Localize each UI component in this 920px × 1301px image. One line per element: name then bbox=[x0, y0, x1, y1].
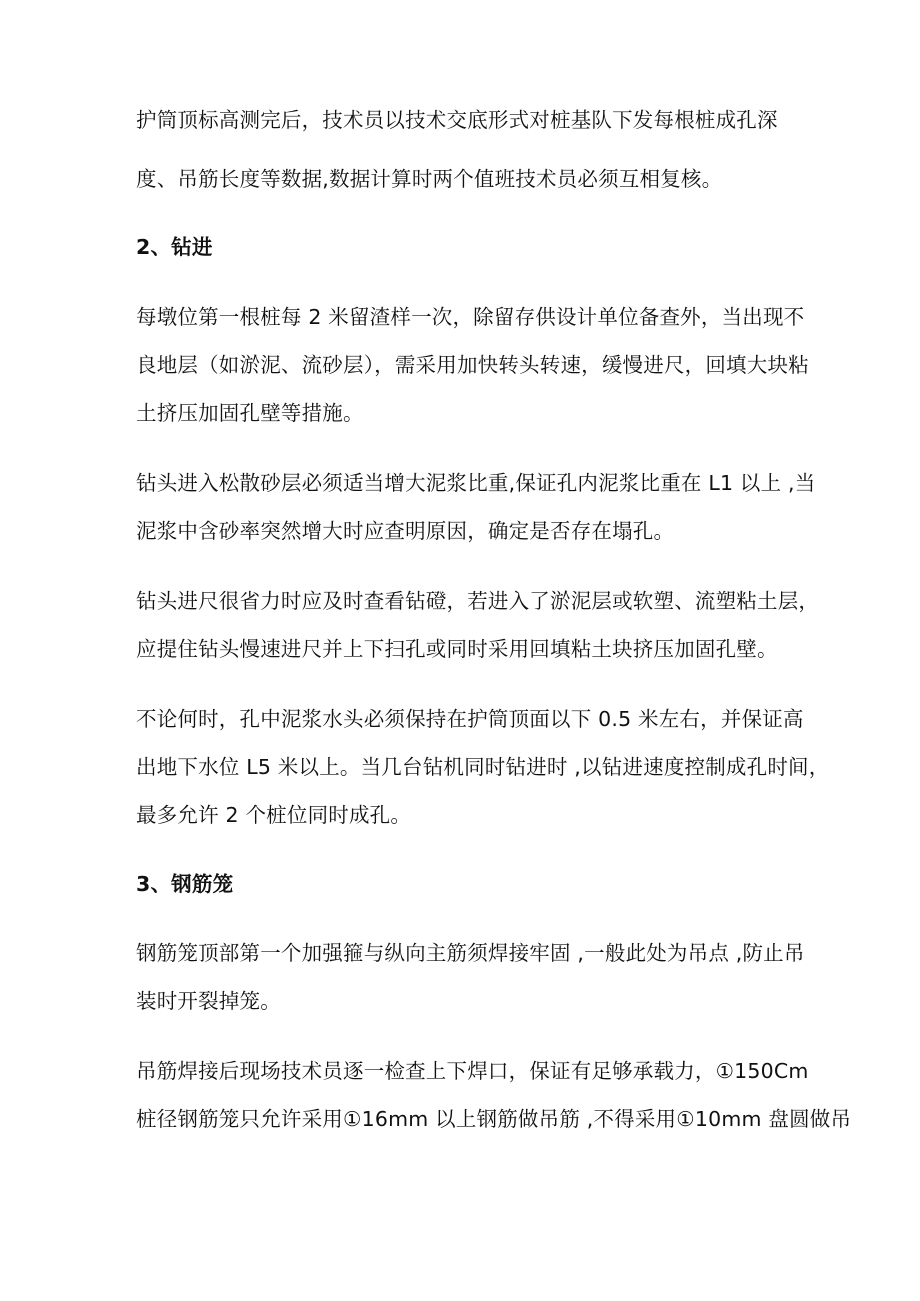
s2-p2-line-1: 钻头进入松散砂层必须适当增大泥浆比重,保证孔内泥浆比重在 L1 以上 ,当 bbox=[136, 471, 816, 495]
section-2-heading: 2、钻进 bbox=[136, 235, 213, 259]
section-3-heading: 3、钢筋笼 bbox=[136, 872, 234, 896]
s3-p1-line-2: 装时开裂掉笼。 bbox=[136, 989, 281, 1013]
s2-p1-line-3: 土挤压加固孔壁等措施。 bbox=[136, 401, 364, 425]
intro-line-1: 护筒顶标高测完后，技术员以技术交底形式对桩基队下发每根桩成孔深 bbox=[136, 108, 778, 132]
s2-p1-line-1: 每墩位第一根桩每 2 米留渣样一次，除留存供设计单位备查外，当出现不 bbox=[136, 305, 805, 329]
s2-p2-line-2: 泥浆中含砂率突然增大时应查明原因，确定是否存在塌孔。 bbox=[136, 519, 675, 543]
s3-p2-line-2: 桩径钢筋笼只允许采用①16mm 以上钢筋做吊筋 ,不得采用①10mm 盘圆做吊 bbox=[136, 1107, 852, 1131]
intro-line-2: 度、吊筋长度等数据,数据计算时两个值班技术员必须互相复核。 bbox=[136, 167, 723, 191]
s2-p3-line-1: 钻头进尺很省力时应及时查看钻磴，若进入了淤泥层或软塑、流塑粘土层， bbox=[136, 589, 820, 613]
s3-p2-line-1: 吊筋焊接后现场技术员逐一检查上下焊口，保证有足够承载力，①150Cm bbox=[136, 1059, 809, 1083]
s3-p1-line-1: 钢筋笼顶部第一个加强箍与纵向主筋须焊接牢固 ,一般此处为吊点 ,防止吊 bbox=[136, 941, 805, 965]
s2-p4-line-2: 出地下水位 L5 米以上。当几台钻机同时钻进时 ,以钻进速度控制成孔时间， bbox=[136, 755, 830, 779]
s2-p1-line-2: 良地层（如淤泥、流砂层），需采用加快转头转速，缓慢进尺，回填大块粘 bbox=[136, 353, 809, 377]
s2-p4-line-1: 不论何时，孔中泥浆水头必须保持在护筒顶面以下 0.5 米左右，并保证高 bbox=[136, 707, 804, 731]
s2-p3-line-2: 应提住钻头慢速进尺并上下扫孔或同时采用回填粘土块挤压加固孔壁。 bbox=[136, 637, 778, 661]
s2-p4-line-3: 最多允许 2 个桩位同时成孔。 bbox=[136, 803, 412, 827]
